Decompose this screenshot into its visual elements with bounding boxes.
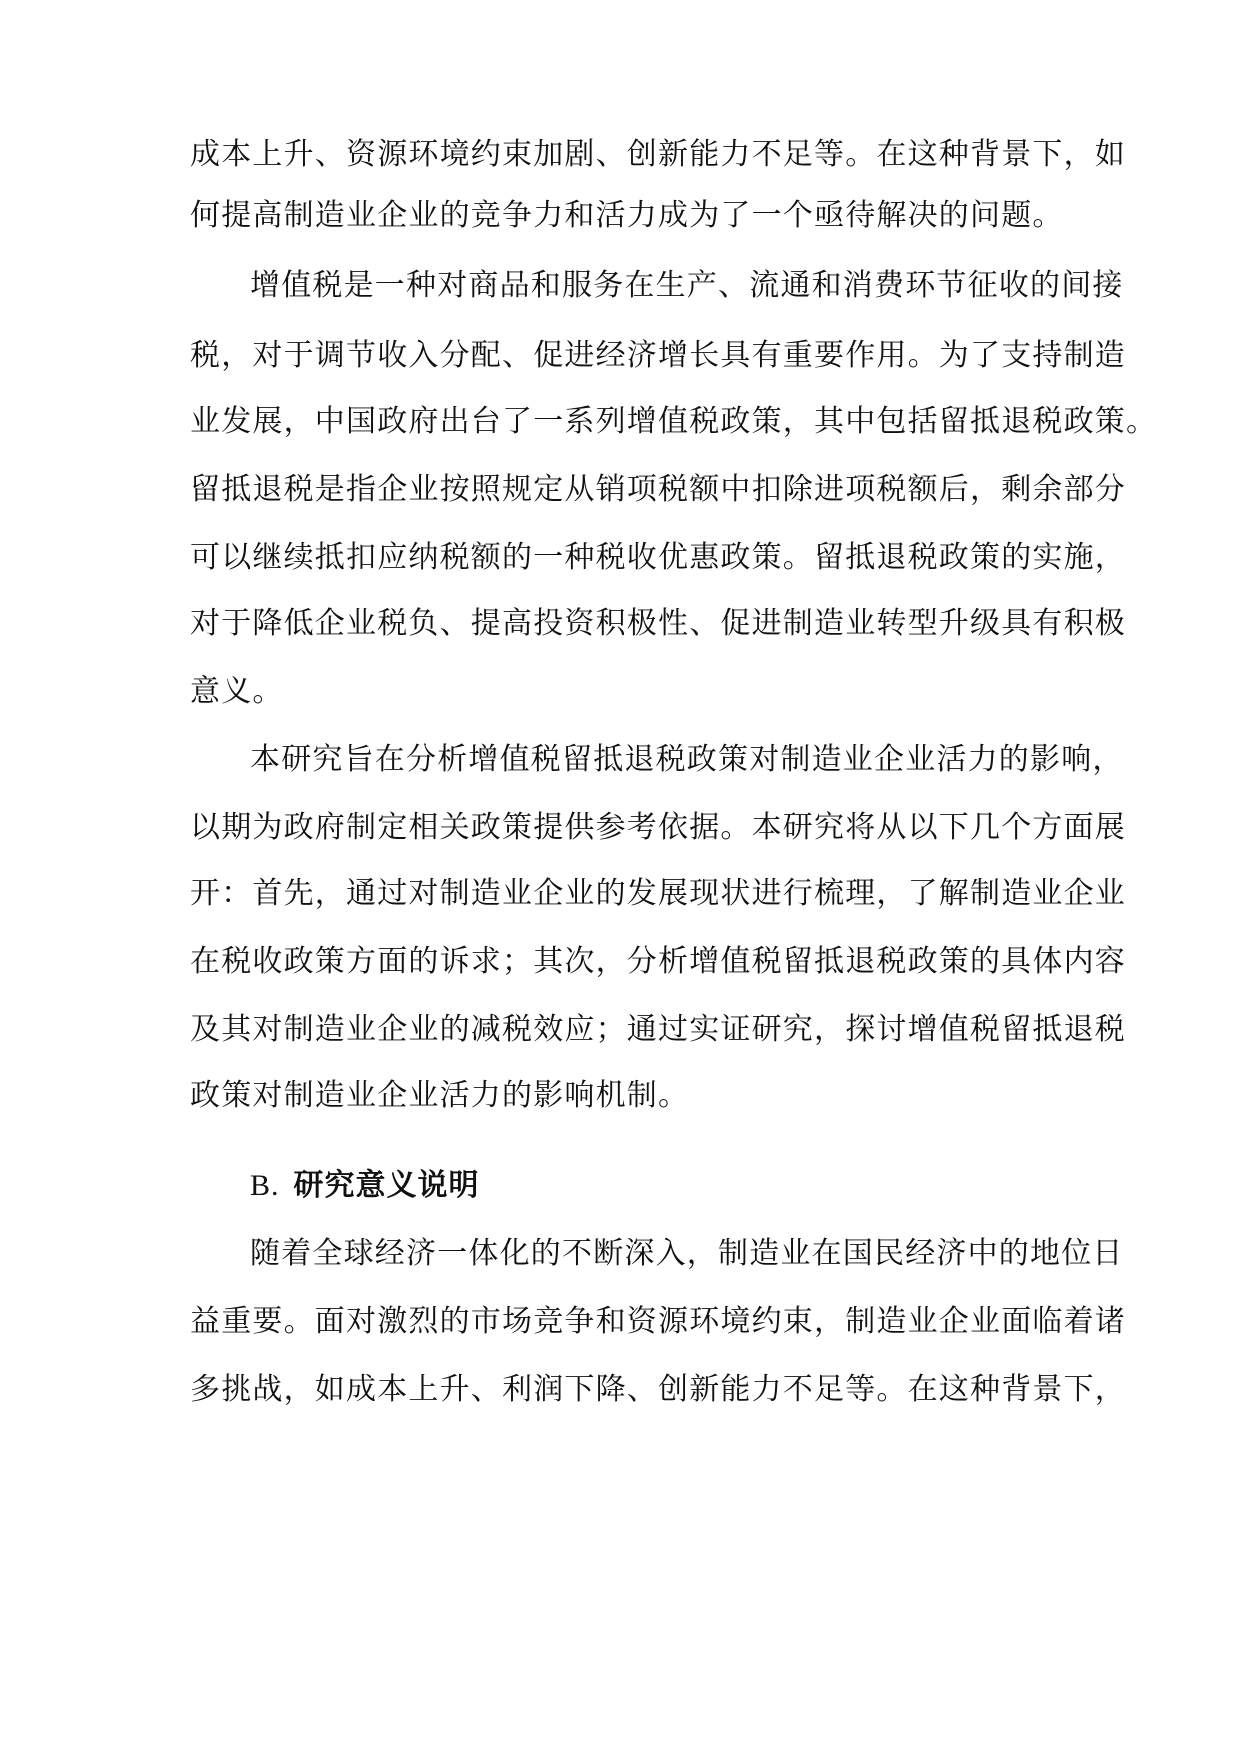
paragraph-3-line-6: 政策对制造业企业活力的影响机制。 bbox=[190, 1078, 690, 1113]
paragraph-2-line-3: 业发展，中国政府出台了一系列增值税政策，其中包括留抵退税政策。 bbox=[190, 404, 1158, 439]
paragraph-1-line-2: 何提高制造业企业的竞争力和活力成为了一个亟待解决的问题。 bbox=[190, 198, 1064, 233]
section-title: 研究意义说明 bbox=[293, 1168, 480, 1203]
paragraph-3-line-3: 开：首先，通过对制造业企业的发展现状进行梳理，了解制造业企业 bbox=[190, 876, 1126, 911]
section-heading bbox=[250, 1166, 480, 1206]
paragraph-3-line-4: 在税收政策方面的诉求；其次，分析增值税留抵退税政策的具体内容 bbox=[190, 944, 1126, 979]
section-paragraph-line-1: 随着全球经济一体化的不断深入，制造业在国民经济中的地位日 bbox=[250, 1236, 1124, 1271]
paragraph-3-line-2: 以期为政府制定相关政策提供参考依据。本研究将从以下几个方面展 bbox=[190, 810, 1126, 845]
paragraph-2-line-1: 增值税是一种对商品和服务在生产、流通和消费环节征收的间接 bbox=[250, 268, 1124, 303]
section-paragraph-line-2: 益重要。面对激烈的市场竞争和资源环境约束，制造业企业面临着诸 bbox=[190, 1304, 1126, 1339]
paragraph-2-line-7: 意义。 bbox=[190, 674, 284, 709]
paragraph-2-line-5: 可以继续抵扣应纳税额的一种税收优惠政策。留抵退税政策的实施， bbox=[190, 540, 1126, 575]
paragraph-3-line-5: 及其对制造业企业的减税效应；通过实证研究，探讨增值税留抵退税 bbox=[190, 1012, 1126, 1047]
paragraph-2-line-6: 对于降低企业税负、提高投资积极性、促进制造业转型升级具有积极 bbox=[190, 606, 1126, 641]
paragraph-1-line-1: 成本上升、资源环境约束加剧、创新能力不足等。在这种背景下，如 bbox=[190, 137, 1126, 172]
section-paragraph-line-3: 多挑战，如成本上升、利润下降、创新能力不足等。在这种背景下， bbox=[190, 1372, 1126, 1407]
section-number: B. bbox=[250, 1169, 280, 1202]
paragraph-3-line-1: 本研究旨在分析增值税留抵退税政策对制造业企业活力的影响， bbox=[250, 742, 1124, 777]
paragraph-2-line-2: 税，对于调节收入分配、促进经济增长具有重要作用。为了支持制造 bbox=[190, 338, 1126, 373]
paragraph-2-line-4: 留抵退税是指企业按照规定从销项税额中扣除进项税额后，剩余部分 bbox=[190, 472, 1126, 507]
